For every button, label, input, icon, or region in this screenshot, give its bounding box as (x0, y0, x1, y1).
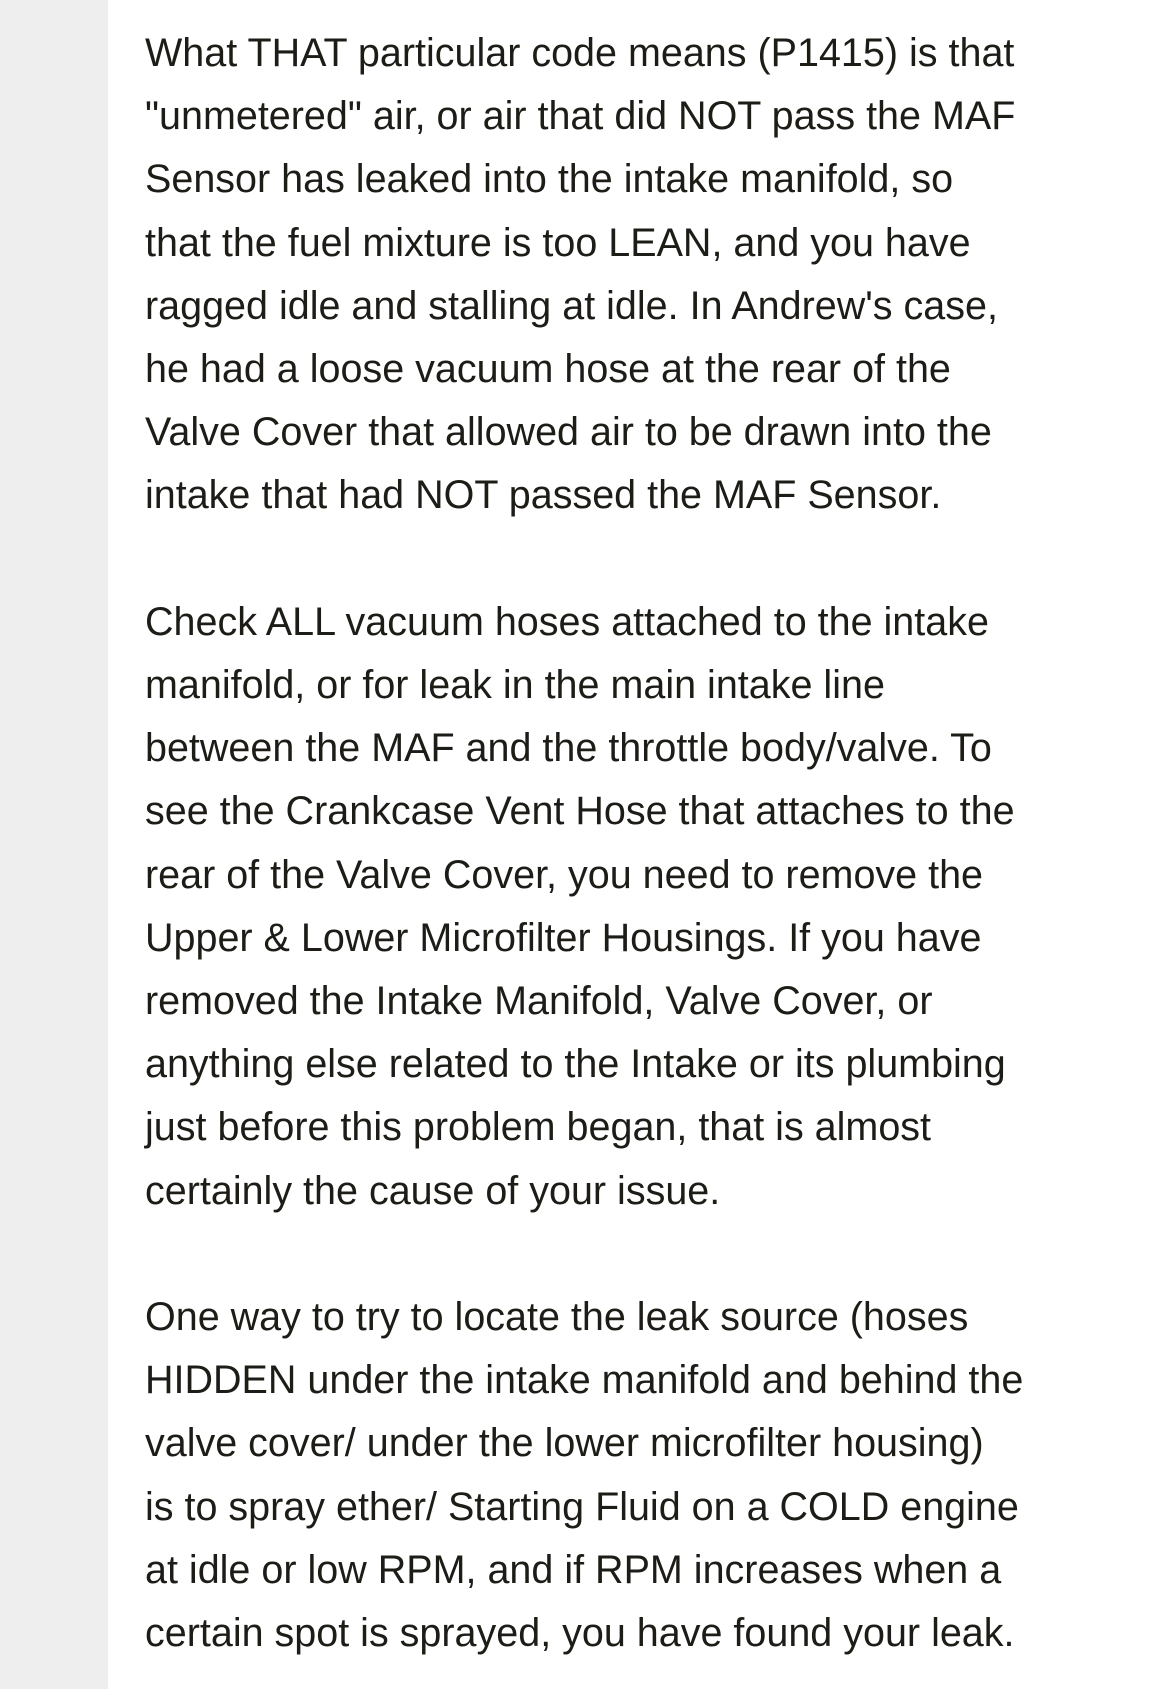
text-line: certainly the cause of your issue. (145, 1168, 721, 1213)
text-line: between the MAF and the throttle body/valve. To (145, 726, 992, 771)
text-line: ragged idle and stalling at idle. In Andrew's case, (145, 283, 998, 328)
text-line: HIDDEN under the intake manifold and behind the (145, 1358, 1024, 1403)
paragraph-2 (145, 591, 1165, 1223)
text-line: What THAT particular code means (P1415) is that (145, 31, 1015, 75)
text-line: certain spot is sprayed, you have found your leak. (145, 1611, 1015, 1656)
text-line: is to spray ether/ Starting Fluid on a COLD engine (145, 1484, 1019, 1529)
text-line: removed the Intake Manifold, Valve Cover, or (145, 979, 933, 1024)
text-line: valve cover/ under the lower microfilter housing) (145, 1421, 984, 1466)
text-line: Valve Cover that allowed air to be drawn into the (145, 410, 992, 455)
text-line: anything else related to the Intake or its plumbing (145, 1042, 1006, 1087)
text-line: Sensor has leaked into the intake manifold, so (145, 157, 954, 202)
text-line: at idle or low RPM, and if RPM increases when a (145, 1547, 1002, 1592)
text-line: "unmetered" air, or air that did NOT pass the MAF (145, 94, 1016, 139)
text-line: see the Crankcase Vent Hose that attaches to the (145, 789, 1015, 834)
paragraph-1 (145, 22, 1165, 528)
text-line: manifold, or for leak in the main intake line (145, 663, 885, 708)
text-line: Check ALL vacuum hoses attached to the intake (145, 599, 989, 644)
left-gutter (0, 0, 108, 1689)
post-text (145, 22, 1165, 1665)
text-line: he had a loose vacuum hose at the rear of the (145, 347, 951, 392)
text-line: Upper & Lower Microfilter Housings. If you have (145, 915, 982, 960)
text-line: just before this problem began, that is almost (145, 1105, 932, 1150)
paragraph-3 (145, 1286, 1165, 1665)
text-line: intake that had NOT passed the MAF Sensor. (145, 473, 942, 518)
post-body (108, 0, 1170, 1689)
text-line: rear of the Valve Cover, you need to remove the (145, 852, 984, 897)
text-line: One way to try to locate the leak source (hoses (145, 1295, 969, 1340)
text-line: that the fuel mixture is too LEAN, and you have (145, 220, 971, 265)
